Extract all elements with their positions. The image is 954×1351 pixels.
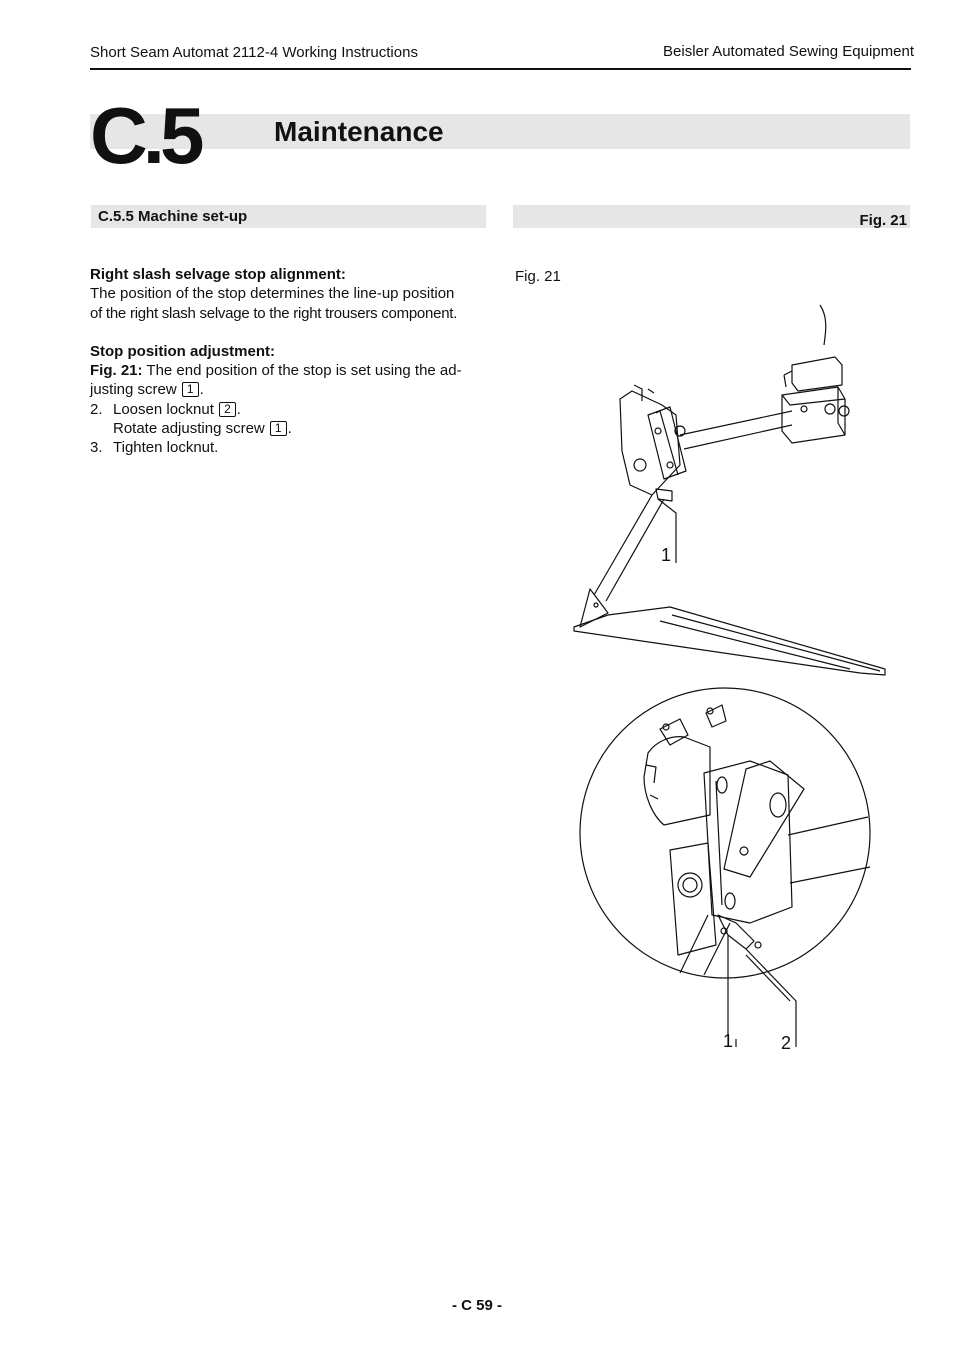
step-number: 2.	[90, 400, 103, 418]
chapter-title: Maintenance	[274, 116, 444, 147]
callout-1-top: 1	[661, 545, 672, 565]
overview-assembly	[574, 305, 885, 675]
callout-2-detail: 2	[781, 1033, 792, 1053]
callout-box: 1	[182, 382, 199, 397]
heading-stop-adjustment: Stop position adjustment:	[90, 342, 275, 360]
callout-box: 2	[219, 402, 236, 417]
step-2	[90, 400, 490, 419]
step-2-sub-text: Rotate adjusting screw	[113, 420, 269, 438]
chapter-number: C.5	[90, 91, 200, 180]
step-2-text: Loosen locknut	[113, 400, 219, 418]
step-number: 3.	[90, 439, 103, 457]
machine-stop-drawing	[560, 295, 900, 1065]
step-3-text: Tighten locknut.	[113, 439, 219, 457]
step-3	[90, 438, 490, 457]
step-1-line	[90, 361, 490, 380]
step-1-text: The end position of the stop is set using the ad-	[142, 362, 462, 380]
para-line: The position of the stop determines the line-up position	[90, 285, 455, 303]
detail-magnified-view	[580, 688, 870, 1047]
header-rule	[90, 68, 911, 70]
step-2-sub	[90, 419, 490, 438]
fig-ref: Fig. 21:	[90, 362, 143, 380]
callout-1-detail: 1	[723, 1031, 734, 1051]
page-number: - C 59 -	[451, 1297, 502, 1314]
punct: .	[236, 400, 241, 418]
step-1-text: justing screw	[90, 381, 181, 399]
header-company: Beisler Automated Sewing Equipment	[663, 43, 914, 60]
figure-band-label: Fig. 21	[859, 212, 907, 229]
punct: .	[287, 420, 292, 438]
header-doc-title: Short Seam Automat 2112-4 Working Instructions	[90, 44, 418, 61]
step-1-line	[90, 380, 490, 399]
figure-band	[513, 205, 910, 228]
punct: .	[199, 381, 204, 399]
figure-caption: Fig. 21	[515, 268, 561, 285]
para-line: of the right slash selvage to the right trousers component.	[90, 304, 458, 322]
callout-box: 1	[270, 421, 287, 436]
heading-selvage-alignment: Right slash selvage stop alignment:	[90, 266, 346, 283]
section-title: C.5.5 Machine set-up	[98, 208, 248, 225]
body-text	[90, 265, 490, 458]
chapter-band	[90, 114, 910, 149]
